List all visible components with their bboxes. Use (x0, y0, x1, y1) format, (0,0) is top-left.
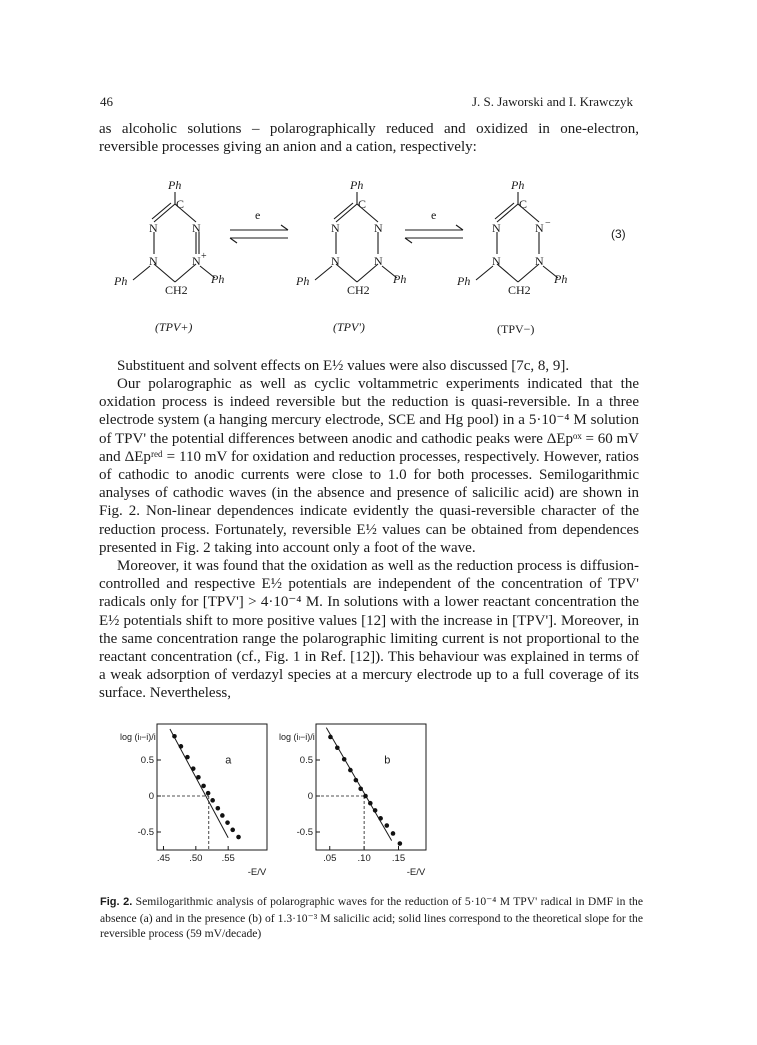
data-point (368, 801, 373, 806)
data-point (398, 841, 403, 846)
data-point (172, 734, 177, 739)
theoretical-slope-line (170, 729, 228, 838)
data-point (185, 755, 190, 760)
phenyl-label: Ph (296, 274, 310, 288)
data-point (220, 813, 225, 818)
electron-label: e (431, 208, 437, 222)
methylene-label: CH2 (508, 283, 531, 297)
data-point (206, 791, 211, 796)
species-label-anion: (TPV−) (497, 322, 535, 336)
x-axis-label: -E/V (406, 867, 426, 878)
x-tick-label: .50 (189, 853, 203, 864)
methylene-label: CH2 (165, 283, 188, 297)
y-tick-label: 0.5 (299, 755, 313, 766)
y-tick-label: -0.5 (296, 827, 313, 838)
theoretical-slope-line (326, 728, 391, 841)
panel-label: b (384, 754, 391, 767)
y-tick-label: 0.5 (140, 755, 154, 766)
paragraph-intro: as alcoholic solutions – polarographically reduced and oxidized in one-electron, reversible processes giving an anion and a cation, respectively: (99, 121, 639, 156)
data-point (378, 816, 383, 821)
phenyl-label: Ph (211, 272, 225, 286)
species-label-radical: (TPV') (333, 320, 365, 334)
data-point (225, 820, 230, 825)
nitrogen-label: N (192, 254, 201, 268)
data-point (328, 735, 333, 740)
phenyl-label: Ph (393, 272, 407, 286)
y-tick-label: -0.5 (137, 827, 154, 838)
reaction-scheme (100, 176, 650, 351)
panel-label: a (225, 754, 232, 767)
nitrogen-label: N (149, 254, 158, 268)
caption-text: Semilogarithmic analysis of polarographic waves for the reduction of 5·10⁻⁴ M TPV' radical in DMF in the absence (a) and in the presence (b) of 1.3·10⁻³ M salicilic acid; solid lines correspond to the theoretical slope for the reversible process (59 mV/decade) (100, 895, 644, 941)
data-point (335, 745, 340, 750)
plot-frame (316, 724, 426, 850)
phenyl-label: Ph (511, 178, 525, 192)
data-point (354, 778, 359, 783)
electron-label: e (255, 208, 261, 222)
y-axis-label: log (iₗ−i)/i (279, 731, 315, 742)
minus-charge: − (545, 218, 551, 229)
carbon-label: C (358, 197, 367, 211)
plot-frame (157, 724, 267, 850)
chart-panel-b (279, 724, 426, 878)
data-point (348, 768, 353, 773)
data-point (385, 823, 390, 828)
data-point (179, 744, 184, 749)
nitrogen-label: N (492, 221, 501, 235)
nitrogen-label: N (331, 254, 340, 268)
data-point (196, 775, 201, 780)
phenyl-label: Ph (168, 178, 182, 192)
data-point (210, 798, 215, 803)
data-point (201, 784, 206, 789)
data-point (216, 806, 221, 811)
x-tick-label: .45 (156, 853, 171, 864)
caption-label: Fig. 2. (100, 896, 133, 908)
running-head: J. S. Jaworski and I. Krawczyk (471, 94, 633, 109)
paragraph-diffusion: Moreover, it was found that the oxidation as well as the reduction process is diffusion-controlled and respective E½ potentials are independent of the concentration of TPV' radicals only for [TPV'] > 4·10⁻⁴ M. In solutions with a lower reactant concentration the E½ potentials shift to more positive values [12] with the increase in [TPV']. Moreover, in the same concentration range the polarographic limiting current is not proportional to the reactant concentration (cf., Fig. 1 in Ref. [12]). This behaviour was explained in terms of a weak adsorption of verdazyl species at a mercury electrode up to a full coverage of its surface. Nevertheless, (99, 558, 639, 702)
data-point (391, 831, 396, 836)
y-axis-label: log (iₗ−i)/i (120, 731, 156, 742)
methylene-label: CH2 (347, 283, 370, 297)
data-point (358, 787, 363, 792)
carbon-label: C (176, 197, 185, 211)
nitrogen-label: N (492, 254, 501, 268)
figure-caption (100, 894, 643, 942)
nitrogen-label: N (374, 254, 383, 268)
nitrogen-label: N (374, 221, 383, 235)
x-tick-label: .10 (357, 853, 371, 864)
species-label-cation: (TPV+) (155, 320, 193, 334)
nitrogen-label: N (331, 221, 340, 235)
page-number: 46 (100, 94, 113, 109)
figure-2 (110, 722, 480, 888)
phenyl-label: Ph (457, 274, 471, 288)
data-point (363, 794, 368, 799)
data-point (230, 828, 235, 833)
carbon-label: C (519, 197, 528, 211)
nitrogen-label: N (535, 254, 544, 268)
nitrogen-label: N (192, 221, 201, 235)
chart-panel-a (120, 724, 267, 878)
equation-number: (3) (611, 227, 626, 241)
y-tick-label: 0 (148, 791, 154, 802)
nitrogen-label: N (535, 221, 544, 235)
data-point (236, 835, 241, 840)
x-tick-label: .05 (323, 853, 337, 864)
paragraph-experiments: Our polarographic as well as cyclic voltammetric experiments indicated that the oxidation process is indeed reversible but the reduction is quasi-reversible. In a three electrode system (a hanging mercury electrode, SCE and Hg pool) in a 5·10⁻⁴ M solution of TPV' the potential differences between anodic and cathodic peaks were ΔEpᵒˣ = 60 mV and ΔEpʳᵉᵈ = 110 mV for oxidation and reduction processes, respectively. However, ratios of cathodic to anodic currents were close to 1.0 for both processes. Semilogarithmic analyses of cathodic waves (in the absence and presence of salicilic acid) are shown in Fig. 2. Non-linear dependences indicate evidently the quasi-reversible character of the reduction process. Fortunately, reversible E½ values can be obtained from dependences presented in Fig. 2 taking into account only a foot of the wave. (99, 376, 639, 556)
paragraph-substituent: Substituent and solvent effects on E½ values were also discussed [7c, 8, 9]. (117, 358, 570, 374)
nitrogen-label: N (149, 221, 158, 235)
phenyl-label: Ph (114, 274, 128, 288)
x-tick-label: .55 (221, 853, 235, 864)
x-axis-label: -E/V (247, 867, 267, 878)
plus-charge: + (201, 251, 207, 262)
x-tick-label: .15 (391, 853, 406, 864)
data-point (342, 757, 347, 762)
data-point (373, 808, 378, 813)
phenyl-label: Ph (554, 272, 568, 286)
phenyl-label: Ph (350, 178, 364, 192)
data-point (191, 766, 196, 771)
y-tick-label: 0 (307, 791, 313, 802)
